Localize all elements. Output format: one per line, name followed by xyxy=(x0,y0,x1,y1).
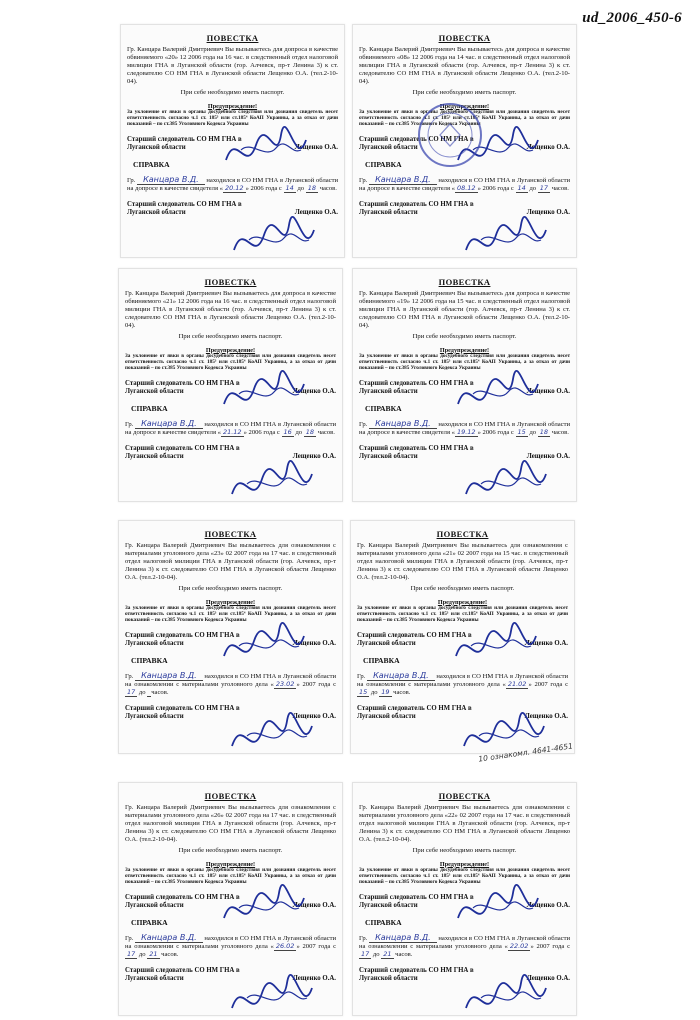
slip-certificate: Гр. Канцара В.Д. находился в СО НМ ГНА в Луганской области на ознакомлении с материалами уголовного дела « 23.02 » 2007 года с 17 до часов. xyxy=(125,671,337,697)
summons-slip xyxy=(352,268,577,502)
slip-heading: ПОВЕСТКА xyxy=(204,277,257,287)
slip-spravka-heading: СПРАВКА xyxy=(133,160,170,170)
slip-signer-title: Старший следователь СО НМ ГНА в Луганской области xyxy=(359,967,474,983)
slip-signer-name: Лещенко О.А. xyxy=(526,902,570,910)
slip-heading: ПОВЕСТКА xyxy=(436,529,489,539)
slip-passport-note: При себе необходимо иметь паспорт. xyxy=(180,88,285,96)
slip-spravka-heading: СПРАВКА xyxy=(365,160,402,170)
slip-spravka-heading: СПРАВКА xyxy=(365,404,402,414)
cert-year: 2007 xyxy=(302,943,316,951)
slip-signer-title: Старший следователь СО НМ ГНА в Луганской области xyxy=(125,379,240,396)
cert-handwritten-name: Канцара В.Д. xyxy=(369,419,437,429)
slip-passport-note: При себе необходимо иметь паспорт. xyxy=(412,846,517,854)
slip-body: Гр. Канцара Валерий Дмитриевич Вы вызываетесь для допроса в качестве обвиняемого «08» 12 2006 года на 14 час. в следственный отдел налоговой милиции ГНА в Луганской области (гор. Алчевск, пр-т Ленина 3) к ст. следователю СО НМ ГНА в Луганской области Лещенко О.А. (тел.2-10-04). xyxy=(359,46,570,85)
slip-certificate: Гр. Канцара В.Д. находился в СО НМ ГНА в Луганской области на допросе в качестве свидетеля « 21.12 » 2006 года с 16 до 18 часов. xyxy=(125,419,336,437)
summons-slip xyxy=(118,268,343,502)
slip-warning-text: За уклонение от явки в органы досудебного следствия или дознания свидетель несет ответственность согласно ч.1 ст. 185³ или ст.185⁴ КоАП Украины, а за отказ от дачи показаний – по ст.385 Уголовного Кодекса Украины xyxy=(125,605,336,623)
slip-signer-row-2 xyxy=(359,967,570,983)
cert-gr: Гр. xyxy=(359,177,368,185)
cert-gr: Гр. xyxy=(127,177,136,185)
cert-text: находился в СО НМ ГНА в Луганской области на ознакомлении с материалами уголовного дела xyxy=(357,673,568,689)
slip-body: Гр. Канцара Валерий Дмитриевич Вы вызываетесь для ознакомления с материалами уголовного дела «23» 02 2007 года на 17 час. в следственный отдел налоговой милиции ГНА в Луганской области (гор. Алчевск, пр-т Ленина 3) к ст. следователю СО НМ ГНА в Луганской области Лещенко О.А. (тел.2-10-04). xyxy=(125,542,336,581)
slip-certificate: Гр. Канцара В.Д. находился в СО НМ ГНА в Луганской области на допросе в качестве свидетеля « 20.12 » 2006 года с 14 до 18 часов. xyxy=(127,175,338,193)
cert-from-hour: 17 xyxy=(127,688,136,697)
cert-text: находился в СО НМ ГНА в Луганской области на допросе в качестве свидетеля xyxy=(125,421,336,437)
cert-text: находился в СО НМ ГНА в Луганской области на ознакомлении с материалами уголовного дела xyxy=(125,673,336,689)
cert-gr: Гр. xyxy=(359,421,368,429)
cert-from-hour: 16 xyxy=(283,428,292,437)
cert-text: находился в СО НМ ГНА в Луганской области на ознакомлении с материалами уголовного дела xyxy=(125,935,336,951)
slip-warning-title: Предупреждение! xyxy=(437,598,488,606)
cert-year: 2006 xyxy=(482,429,496,437)
summons-slip xyxy=(352,782,577,1016)
margin-note: 10 ознакомл. 4641-4651 xyxy=(477,741,574,764)
summons-slip xyxy=(350,520,575,754)
slip-signer-row-2 xyxy=(357,705,568,721)
cert-to-hour: 21 xyxy=(383,950,392,959)
slip-signer-row-2 xyxy=(127,201,338,217)
slip-signer-name: Лещенко О.А. xyxy=(294,144,338,152)
cert-from-hour: 15 xyxy=(517,428,526,437)
slip-warning-title: Предупреждение! xyxy=(207,102,258,110)
cert-to-hour: 21 xyxy=(149,950,158,959)
cert-gr: Гр. xyxy=(125,673,134,681)
slip-signer-row xyxy=(359,380,570,396)
cert-year: 2006 xyxy=(482,185,496,193)
cert-handwritten-name: Канцара В.Д. xyxy=(367,671,435,681)
cert-from-hour: 14 xyxy=(517,184,526,193)
slip-body: Гр. Канцара Валерий Дмитриевич Вы вызываетесь для допроса в качестве обвиняемого «19» 12 2006 года на 15 час. в следственный отдел налоговой милиции ГНА в Луганской области (гор. Алчевск, пр-т Ленина 3) к ст. следователю СО НМ ГНА в Луганской области Лещенко О.А. (тел.2-10-04). xyxy=(359,290,570,329)
slip-spravka-heading: СПРАВКА xyxy=(365,918,402,928)
slip-heading: ПОВЕСТКА xyxy=(206,33,259,43)
slip-signer-row xyxy=(127,136,338,152)
cert-handwritten-name: Канцара В.Д. xyxy=(135,933,203,943)
slip-signer-row xyxy=(359,894,570,910)
slip-heading: ПОВЕСТКА xyxy=(204,791,257,801)
cert-year: 2007 xyxy=(302,681,316,689)
cert-gr: Гр. xyxy=(125,421,134,429)
slip-heading: ПОВЕСТКА xyxy=(438,277,491,287)
slip-warning-title: Предупреждение! xyxy=(439,102,490,110)
slip-signer-title: Старший следователь СО НМ ГНА в Луганской области xyxy=(125,445,240,461)
summons-slip xyxy=(352,24,577,258)
slip-signer-title: Старший следователь СО НМ ГНА в Луганской области xyxy=(357,631,472,648)
slip-body: Гр. Канцара Валерий Дмитриевич Вы вызываетесь для ознакомления с материалами уголовного дела «22» 02 2007 года на 17 час. в следственный отдел налоговой милиции ГНА в Луганской области (гор. Алчевск, пр-т Ленина 3) к ст. следователю СО НМ ГНА в Луганской области Лещенко О.А. (тел.2-10-04). xyxy=(359,804,570,843)
slip-spravka-heading: СПРАВКА xyxy=(131,656,168,666)
slip-warning-text: За уклонение от явки в органы досудебного следствия или дознания свидетель несет ответственность согласно ч.1 ст. 185³ или ст.185⁴ КоАП Украины, а за отказ от дачи показаний – по ст.385 Уголовного Кодекса Украины xyxy=(127,109,338,127)
slip-signer-name: Лещенко О.А. xyxy=(526,388,570,396)
slip-passport-note: При себе необходимо иметь паспорт. xyxy=(178,846,283,854)
slip-signer-row-2 xyxy=(125,705,336,721)
slip-signer-row-2 xyxy=(359,201,570,217)
slip-signer-name: Лещенко О.А. xyxy=(524,640,568,648)
slip-signer-title: Старший следователь СО НМ ГНА в Луганской области xyxy=(127,201,242,217)
slip-signer-title: Старший следователь СО НМ ГНА в Луганской области xyxy=(359,379,474,396)
slip-certificate: Гр. Канцара В.Д. находился в СО НМ ГНА в Луганской области на ознакомлении с материалами уголовного дела « 22.02 » 2007 года с 17 до 21 часов. xyxy=(359,933,571,959)
cert-hours: часов. xyxy=(151,689,169,697)
slip-certificate: Гр. Канцара В.Д. находился в СО НМ ГНА в Луганской области на допросе в качестве свидетеля « 19.12 » 2006 года с 15 до 18 часов. xyxy=(359,419,570,437)
cert-hours: часов. xyxy=(317,429,335,437)
slip-body: Гр. Канцара Валерий Дмитриевич Вы вызываетесь для допроса в качестве обвиняемого «20» 12 2006 года на 16 час. в следственный отдел налоговой милиции ГНА в Луганской области (гор. Алчевск, пр-т Ленина 3) к ст. следователю СО НМ ГНА в Луганской области Лещенко О.А. (тел.2-10-04). xyxy=(127,46,338,85)
summons-slip xyxy=(120,24,345,258)
slip-warning-title: Предупреждение! xyxy=(205,598,256,606)
cert-date: 23.02 xyxy=(275,680,295,689)
slip-warning-text: За уклонение от явки в органы досудебного следствия или дознания свидетель несет ответственность согласно ч.1 ст. 185³ или ст.185⁴ КоАП Украины, а за отказ от дачи показаний – по ст.385 Уголовного Кодекса Украины xyxy=(125,867,336,885)
slip-warning-title: Предупреждение! xyxy=(205,860,256,868)
slip-signer-name: Лещенко О.А. xyxy=(292,453,336,461)
summons-slip xyxy=(118,782,343,1016)
slip-warning-text: За уклонение от явки в органы досудебного следствия или дознания свидетель несет ответственность согласно ч.1 ст. 185³ или ст.185⁴ КоАП Украины, а за отказ от дачи показаний – по ст.385 Уголовного Кодекса Украины xyxy=(359,353,570,371)
cert-hours: часов. xyxy=(395,951,413,959)
slip-passport-note: При себе необходимо иметь паспорт. xyxy=(178,584,283,592)
slip-signer-name: Лещенко О.А. xyxy=(526,209,570,217)
cert-hours: часов. xyxy=(161,951,179,959)
slip-signer-title: Старший следователь СО НМ ГНА в Луганской области xyxy=(359,135,474,152)
cert-year: 2007 xyxy=(536,943,550,951)
slip-signer-name: Лещенко О.А. xyxy=(292,640,336,648)
slip-signer-name: Лещенко О.А. xyxy=(292,388,336,396)
cert-date: 26.02 xyxy=(275,942,295,951)
slip-signer-title: Старший следователь СО НМ ГНА в Луганской области xyxy=(125,705,240,721)
slip-signer-title: Старший следователь СО НМ ГНА в Луганской области xyxy=(357,705,472,721)
slip-warning-text: За уклонение от явки в органы досудебного следствия или дознания свидетель несет ответственность согласно ч.1 ст. 185³ или ст.185⁴ КоАП Украины, а за отказ от дачи показаний – по ст.385 Уголовного Кодекса Украины xyxy=(357,605,568,623)
slip-signer-row-2 xyxy=(359,445,570,461)
slip-certificate: Гр. Канцара В.Д. находился в СО НМ ГНА в Луганской области на ознакомлении с материалами уголовного дела « 21.02 » 2007 года с 15 до 19 часов. xyxy=(357,671,569,697)
slip-passport-note: При себе необходимо иметь паспорт. xyxy=(412,332,517,340)
slip-passport-note: При себе необходимо иметь паспорт. xyxy=(412,88,517,96)
slip-warning-text: За уклонение от явки в органы досудебного следствия или дознания свидетель несет ответственность согласно ч.1 ст. 185³ или ст.185⁴ КоАП Украины, а за отказ от дачи показаний – по ст.385 Уголовного Кодекса Украины xyxy=(359,867,570,885)
slip-heading: ПОВЕСТКА xyxy=(204,529,257,539)
summons-slip xyxy=(118,520,343,754)
cert-to-hour: 19 xyxy=(381,688,390,697)
cert-gr: Гр. xyxy=(125,935,134,943)
slip-signer-title: Старший следователь СО НМ ГНА в Луганской области xyxy=(125,967,240,983)
cert-gr: Гр. xyxy=(357,673,366,681)
cert-date: 19.12 xyxy=(456,428,476,437)
cert-date: 21.02 xyxy=(507,680,527,689)
slip-passport-note: При себе необходимо иметь паспорт. xyxy=(410,584,515,592)
slip-spravka-heading: СПРАВКА xyxy=(131,918,168,928)
cert-year: 2006 xyxy=(250,185,264,193)
cert-handwritten-name: Канцара В.Д. xyxy=(369,175,437,185)
cert-to-hour: 17 xyxy=(539,184,549,193)
slip-signer-row xyxy=(125,380,336,396)
slip-signer-name: Лещенко О.А. xyxy=(294,209,338,217)
slip-spravka-heading: СПРАВКА xyxy=(363,656,400,666)
slip-signer-title: Старший следователь СО НМ ГНА в Луганской области xyxy=(359,893,474,910)
slip-signer-title: Старший следователь СО НМ ГНА в Луганской области xyxy=(125,893,240,910)
cert-hours: часов. xyxy=(393,689,411,697)
slip-certificate: Гр. Канцара В.Д. находился в СО НМ ГНА в Луганской области на допросе в качестве свидетеля « 08.12 » 2006 года с 14 до 17 часов. xyxy=(359,175,570,193)
cert-hours: часов. xyxy=(551,429,569,437)
cert-date: 22.02 xyxy=(509,942,529,951)
slip-signer-name: Лещенко О.А. xyxy=(292,713,336,721)
slip-signer-title: Старший следователь СО НМ ГНА в Луганской области xyxy=(359,445,474,461)
slip-body: Гр. Канцара Валерий Дмитриевич Вы вызываетесь для допроса в качестве обвиняемого «21» 12 2006 года на 16 час. в следственный отдел налоговой милиции ГНА в Луганской области (гор. Алчевск, пр-т Ленина 3) к ст. следователю СО НМ ГНА в Луганской области Лещенко О.А. (тел.2-10-04). xyxy=(125,290,336,329)
slip-signer-row xyxy=(357,632,568,648)
slip-signer-row-2 xyxy=(125,967,336,983)
slip-heading: ПОВЕСТКА xyxy=(438,33,491,43)
cert-year: 2007 xyxy=(534,681,548,689)
cert-date: 08.12 xyxy=(456,184,476,193)
slip-signer-row xyxy=(125,894,336,910)
slip-signer-row xyxy=(125,632,336,648)
cert-text: находился в СО НМ ГНА в Луганской области на ознакомлении с материалами уголовного дела xyxy=(359,935,570,951)
cert-handwritten-name: Канцара В.Д. xyxy=(135,671,203,681)
slip-signer-name: Лещенко О.А. xyxy=(292,902,336,910)
slip-passport-note: При себе необходимо иметь паспорт. xyxy=(178,332,283,340)
slip-heading: ПОВЕСТКА xyxy=(438,791,491,801)
cert-from-hour: 15 xyxy=(359,688,368,697)
slip-warning-title: Предупреждение! xyxy=(205,346,256,354)
cert-handwritten-name: Канцара В.Д. xyxy=(137,175,205,185)
slip-signer-name: Лещенко О.А. xyxy=(524,713,568,721)
slip-body: Гр. Канцара Валерий Дмитриевич Вы вызываетесь для ознакомления с материалами уголовного дела «26» 02 2007 года на 17 час. в следственный отдел налоговой милиции ГНА в Луганской области (гор. Алчевск, пр-т Ленина 3) к ст. следователю СО НМ ГНА в Луганской области Лещенко О.А. (тел.2-10-04). xyxy=(125,804,336,843)
cert-handwritten-name: Канцара В.Д. xyxy=(135,419,203,429)
cert-from-hour: 17 xyxy=(127,950,136,959)
slip-spravka-heading: СПРАВКА xyxy=(131,404,168,414)
cert-date: 20.12 xyxy=(224,184,244,193)
cert-handwritten-name: Канцара В.Д. xyxy=(369,933,437,943)
cert-hours: часов. xyxy=(551,185,569,193)
slip-signer-title: Старший следователь СО НМ ГНА в Луганской области xyxy=(127,135,242,152)
slip-signer-row xyxy=(359,136,570,152)
slip-signer-title: Старший следователь СО НМ ГНА в Луганской области xyxy=(359,201,474,217)
cert-from-hour: 14 xyxy=(285,184,294,193)
cert-gr: Гр. xyxy=(359,935,368,943)
slip-certificate: Гр. Канцара В.Д. находился в СО НМ ГНА в Луганской области на ознакомлении с материалами уголовного дела « 26.02 » 2007 года с 17 до 21 часов. xyxy=(125,933,337,959)
slip-signer-name: Лещенко О.А. xyxy=(526,975,570,983)
slip-signer-title: Старший следователь СО НМ ГНА в Луганской области xyxy=(125,631,240,648)
cert-text: находился в СО НМ ГНА в Луганской области на допросе в качестве свидетеля xyxy=(127,177,338,193)
cert-year: 2006 xyxy=(248,429,262,437)
cert-to-hour: 18 xyxy=(305,428,315,437)
slip-warning-title: Предупреждение! xyxy=(439,346,490,354)
document-id: ud_2006_450-6 xyxy=(582,10,682,26)
slip-body: Гр. Канцара Валерий Дмитриевич Вы вызываетесь для ознакомления с материалами уголовного дела «21» 02 2007 года на 15 час. в следственный отдел налоговой милиции ГНА в Луганской области (гор. Алчевск, пр-т Ленина 3) к ст. следователю СО НМ ГНА в Луганской области Лещенко О.А. (тел.2-10-04). xyxy=(357,542,568,581)
slip-warning-title: Предупреждение! xyxy=(439,860,490,868)
slip-signer-row-2 xyxy=(125,445,336,461)
cert-date: 21.12 xyxy=(222,428,242,437)
slip-signer-name: Лещенко О.А. xyxy=(526,453,570,461)
cert-text: находился в СО НМ ГНА в Луганской области на допросе в качестве свидетеля xyxy=(359,177,570,193)
slip-warning-text: За уклонение от явки в органы досудебного следствия или дознания свидетель несет ответственность согласно ч.1 ст. 185³ или ст.185⁴ КоАП Украины, а за отказ от дачи показаний – по ст.385 Уголовного Кодекса Украины xyxy=(359,109,570,127)
slip-signer-name: Лещенко О.А. xyxy=(292,975,336,983)
cert-from-hour: 17 xyxy=(361,950,370,959)
cert-hours: часов. xyxy=(319,185,337,193)
cert-to-hour: 18 xyxy=(539,428,549,437)
cert-text: находился в СО НМ ГНА в Луганской области на допросе в качестве свидетеля xyxy=(359,421,570,437)
cert-to-hour: 18 xyxy=(307,184,317,193)
slip-warning-text: За уклонение от явки в органы досудебного следствия или дознания свидетель несет ответственность согласно ч.1 ст. 185³ или ст.185⁴ КоАП Украины, а за отказ от дачи показаний – по ст.385 Уголовного Кодекса Украины xyxy=(125,353,336,371)
slip-signer-name: Лещенко О.А. xyxy=(526,144,570,152)
